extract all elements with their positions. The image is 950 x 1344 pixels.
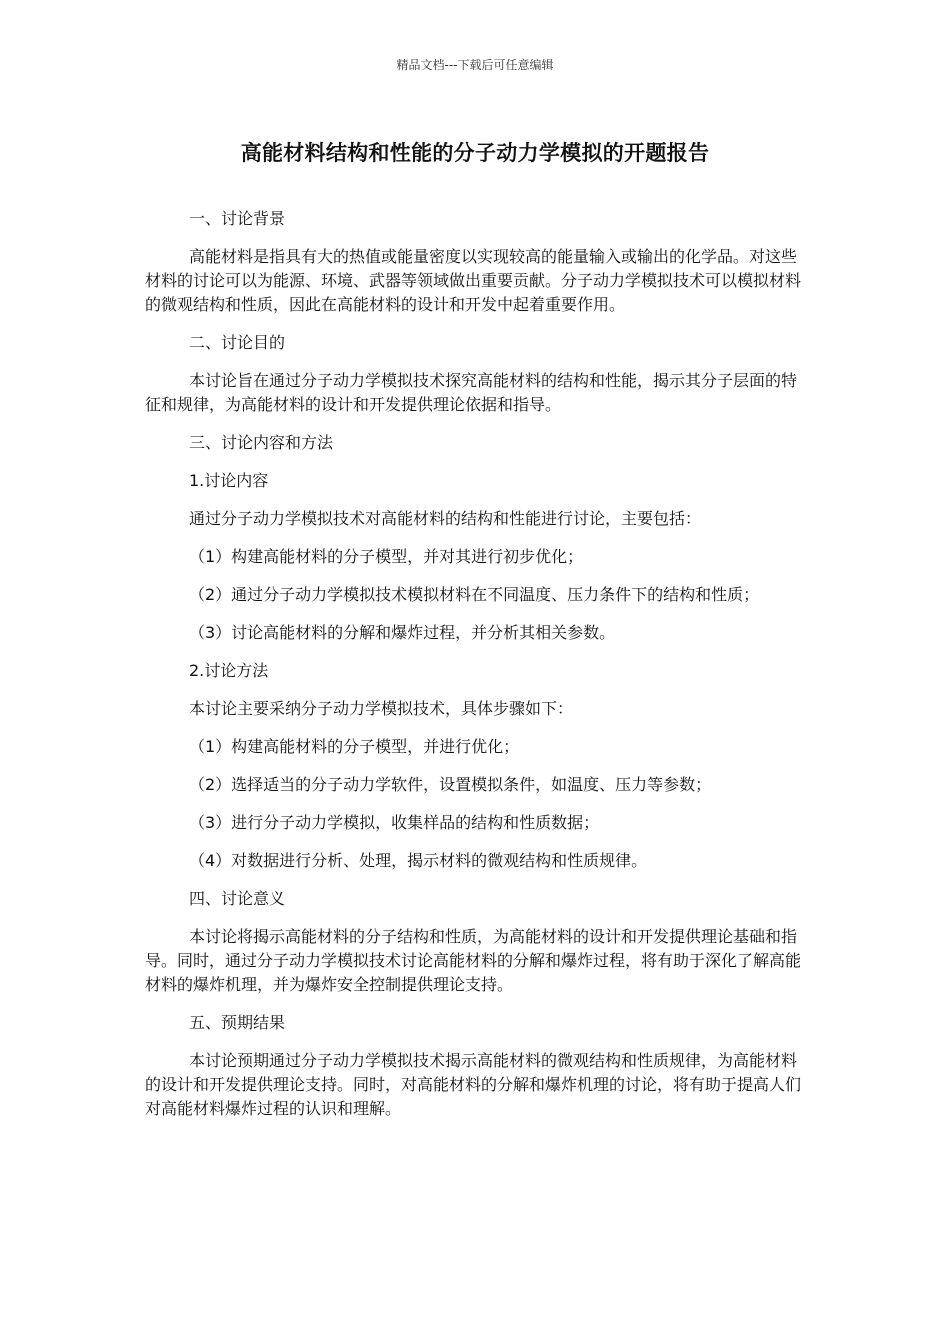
list-item-content-3: （3）讨论高能材料的分解和爆炸过程，并分析其相关参数。 [189, 623, 616, 642]
list-item-content-1: （1）构建高能材料的分子模型，并对其进行初步优化； [189, 547, 584, 566]
paragraph-content-intro: 通过分子动力学模拟技术对高能材料的结构和性能进行讨论，主要包括： [189, 509, 702, 528]
paragraph-background: 高能材料是指具有大的热值或能量密度以实现较高的能量输入或输出的化学品。对这些材料的讨论可以为能源、环境、武器等领域做出重要贡献。分子动力学模拟技术可以模拟材料的微观结构和性质，因此在高能材料的设计和开发中起着重要作用。 [145, 247, 802, 314]
page-header: 精品文档---下载后可任意编辑 [396, 58, 554, 72]
section-heading-significance: 四、讨论意义 [189, 889, 286, 908]
section-heading-content-methods: 三、讨论内容和方法 [189, 433, 334, 452]
list-item-content-2: （2）通过分子动力学模拟技术模拟材料在不同温度、压力条件下的结构和性质； [189, 585, 760, 604]
document-body [145, 207, 807, 1135]
paragraph-significance: 本讨论将揭示高能材料的分子结构和性质，为高能材料的设计和开发提供理论基础和指导。同时，通过分子动力学模拟技术讨论高能材料的分解和爆炸过程，将有助于深化了解高能材料的爆炸机理，并为爆炸安全控制提供理论支持。 [145, 927, 802, 994]
list-item-method-2: （2）选择适当的分子动力学软件，设置模拟条件，如温度、压力等参数； [189, 775, 712, 794]
list-item-method-1: （1）构建高能材料的分子模型，并进行优化； [189, 737, 520, 756]
section-heading-purpose: 二、讨论目的 [189, 333, 286, 352]
document-title: 高能材料结构和性能的分子动力学模拟的开题报告 [240, 141, 710, 165]
subheading-content: 1.讨论内容 [189, 471, 269, 490]
list-item-method-3: （3）进行分子动力学模拟，收集样品的结构和性质数据； [189, 813, 600, 832]
paragraph-expected: 本讨论预期通过分子动力学模拟技术揭示高能材料的微观结构和性质规律，为高能材料的设计和开发提供理论支持。同时，对高能材料的分解和爆炸机理的讨论，将有助于提高人们对高能材料爆炸过程的认识和理解。 [145, 1051, 802, 1118]
section-heading-background: 一、讨论背景 [189, 209, 286, 228]
paragraph-methods-intro: 本讨论主要采纳分子动力学模拟技术，具体步骤如下： [189, 699, 574, 718]
section-heading-expected: 五、预期结果 [189, 1013, 286, 1032]
list-item-method-4: （4）对数据进行分析、处理，揭示材料的微观结构和性质规律。 [189, 851, 648, 870]
subheading-methods: 2.讨论方法 [189, 661, 269, 680]
paragraph-purpose: 本讨论旨在通过分子动力学模拟技术探究高能材料的结构和性能，揭示其分子层面的特征和规律，为高能材料的设计和开发提供理论依据和指导。 [145, 371, 798, 414]
